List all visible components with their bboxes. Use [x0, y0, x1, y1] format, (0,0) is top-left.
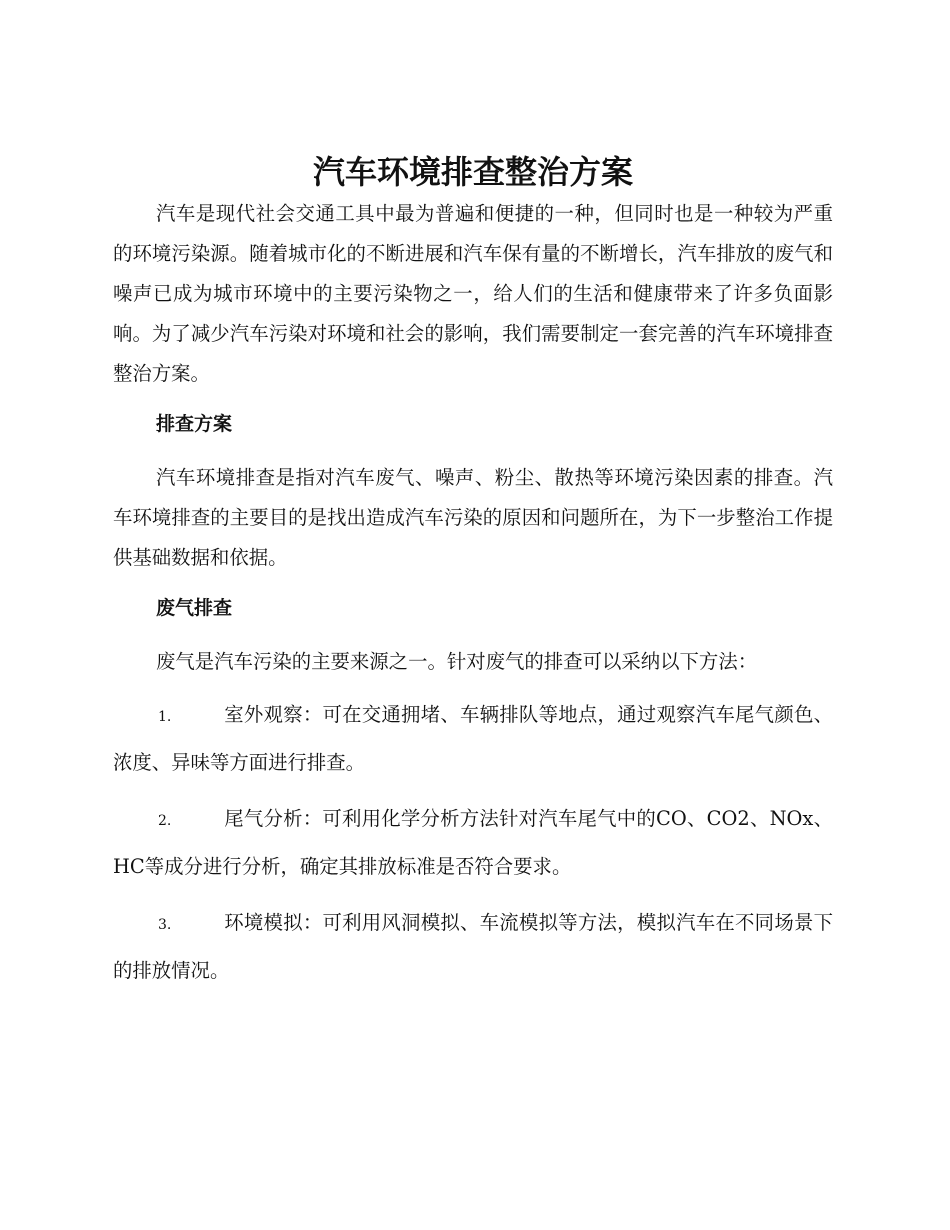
intro-paragraph: 汽车是现代社会交通工具中最为普遍和便捷的一种，但同时也是一种较为严重的环境污染源。随着城市化的不断进展和汽车保有量的不断增长，汽车排放的废气和噪声已成为城市环境中的主要污染物之一，给人们的生活和健康带来了许多负面影响。为了减少汽车污染对环境和社会的影响，我们需要制定一套完善的汽车环境排查整治方案。: [113, 202, 833, 385]
document-title: 汽车环境排查整治方案: [312, 153, 633, 191]
section-heading-inspection-plan: 排查方案: [156, 413, 233, 435]
document-page: [113, 150, 833, 994]
list-item: [113, 692, 833, 786]
list-item-text: 环境模拟：可利用风洞模拟、车流模拟等方法，模拟汽车在不同场景下的排放情况。: [113, 911, 833, 982]
list-item-number: 1.: [158, 709, 172, 725]
section-heading-exhaust-inspection: 废气排查: [156, 597, 233, 619]
list-item: [113, 900, 833, 994]
list-item-text: 尾气分析：可利用化学分析方法针对汽车尾气中的CO、CO2、NOx、HC等成分进行分析，确定其排放标准是否符合要求。: [113, 807, 833, 878]
inspection-plan-paragraph: 汽车环境排查是指对汽车废气、噪声、粉尘、散热等环境污染因素的排查。汽车环境排查的主要目的是找出造成汽车污染的原因和问题所在，为下一步整治工作提供基础数据和依据。: [113, 466, 833, 569]
list-item-number: 3.: [158, 917, 172, 933]
list-item-text: 室外观察：可在交通拥堵、车辆排队等地点，通过观察汽车尾气颜色、浓度、异味等方面进行排查。: [113, 703, 833, 774]
list-item-number: 2.: [158, 813, 172, 829]
list-item: [113, 796, 833, 890]
exhaust-inspection-paragraph: 废气是汽车污染的主要来源之一。针对废气的排查可以采纳以下方法：: [156, 650, 758, 673]
